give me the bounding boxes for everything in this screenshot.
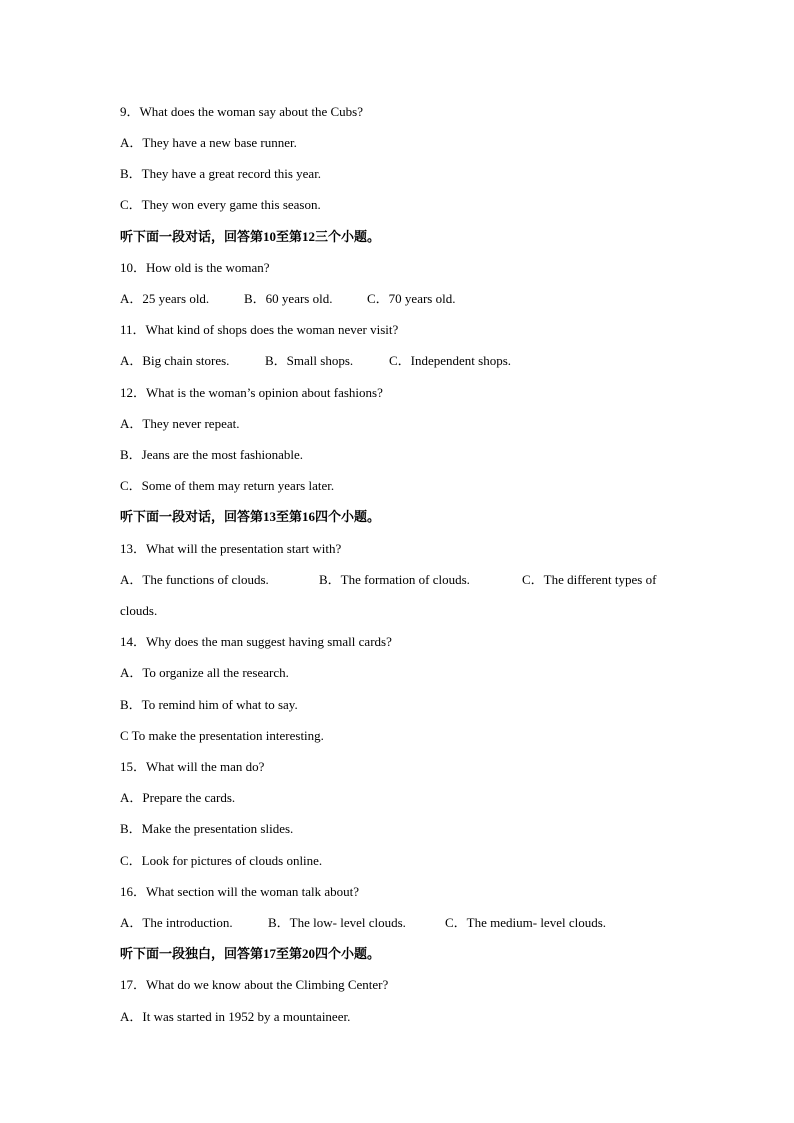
option-11c: C．Independent shops. [389, 353, 512, 368]
question-10: 10．How old is the woman? [120, 260, 270, 275]
question-17: 17．What do we know about the Climbing Center? [120, 977, 389, 992]
option-10b: B．60 years old. [244, 291, 333, 306]
question-11: 11．What kind of shops does the woman never visit? [120, 322, 399, 337]
option-14c: C To make the presentation interesting. [120, 728, 324, 743]
option-11b: B．Small shops. [265, 353, 354, 368]
question-14: 14．Why does the man suggest having small cards? [120, 634, 392, 649]
option-12a: A．They never repeat. [120, 416, 240, 431]
question-9: 9．What does the woman say about the Cubs? [120, 104, 363, 119]
question-15: 15．What will the man do? [120, 759, 265, 774]
question-12: 12．What is the woman’s opinion about fashions? [120, 385, 383, 400]
section-heading-10-12: 听下面一段对话，回答第10至第12三个小题。 [120, 229, 381, 244]
option-16b: B．The low- level clouds. [268, 915, 406, 930]
option-12c: C．Some of them may return years later. [120, 478, 335, 493]
option-15b: B．Make the presentation slides. [120, 821, 294, 836]
section-heading-17-20: 听下面一段独白，回答第17至第20四个小题。 [120, 946, 381, 961]
option-9c: C．They won every game this season. [120, 197, 321, 212]
option-14a: A．To organize all the research. [120, 665, 289, 680]
option-16a: A．The introduction. [120, 915, 233, 930]
option-13c: C．The different types of [522, 572, 657, 587]
question-13: 13．What will the presentation start with? [120, 541, 342, 556]
option-14b: B．To remind him of what to say. [120, 697, 298, 712]
option-13c-continued: clouds. [120, 603, 158, 618]
option-9b: B．They have a great record this year. [120, 166, 322, 181]
option-10a: A．25 years old. [120, 291, 210, 306]
option-13b: B．The formation of clouds. [319, 572, 470, 587]
option-17a: A．It was started in 1952 by a mountaineer. [120, 1009, 351, 1024]
option-9a: A．They have a new base runner. [120, 135, 297, 150]
option-10c: C．70 years old. [367, 291, 456, 306]
option-12b: B．Jeans are the most fashionable. [120, 447, 304, 462]
section-heading-13-16: 听下面一段对话，回答第13至第16四个小题。 [120, 509, 381, 524]
option-13a: A．The functions of clouds. [120, 572, 269, 587]
option-16c: C．The medium- level clouds. [445, 915, 607, 930]
question-16: 16．What section will the woman talk about? [120, 884, 359, 899]
option-11a: A．Big chain stores. [120, 353, 230, 368]
option-15a: A．Prepare the cards. [120, 790, 236, 805]
option-15c: C．Look for pictures of clouds online. [120, 853, 323, 868]
